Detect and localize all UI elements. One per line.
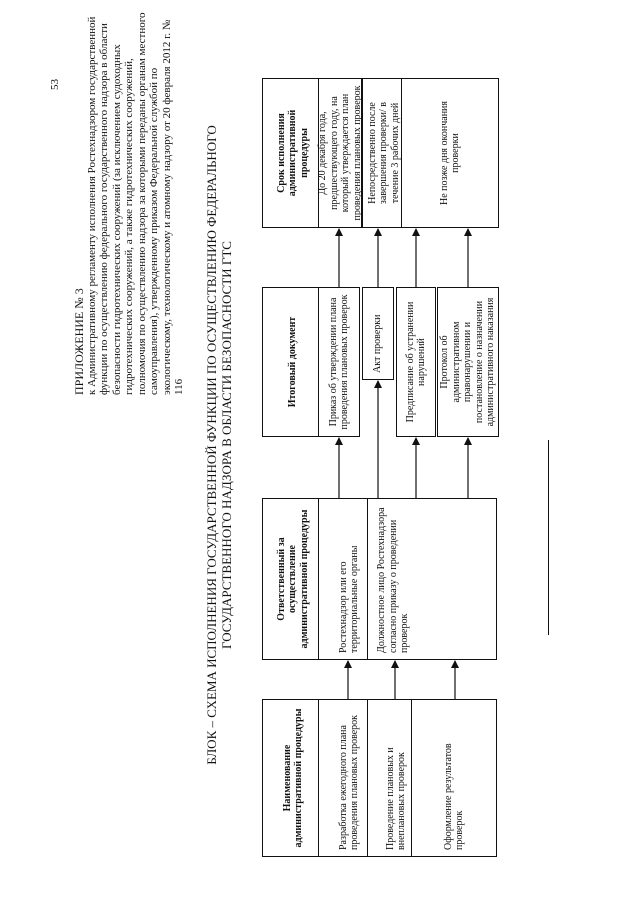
page-number: 53 [49,79,61,90]
deadline-results: Не позже дня окончания проверки [401,78,499,228]
header-responsible: Ответственный за осуществление административной процедуры [262,498,324,660]
responsible-rostekhnadzor: Ростехнадзор или его территориальные органы [318,498,380,660]
header-procedure: Наименование административной процедуры [262,699,324,857]
header-deadline: Срок исполнения административной процедуры [262,78,324,228]
deadline-planning: До 20 декабря года, предшествующего году, на который утверждается план проведения плановых проверок [318,78,362,228]
document-inspection-act: Акт проверки [362,287,394,380]
appendix-text: к Административному регламенту исполнения Ростехнадзором государственной функции по осуществлению федерального государственного надзора в области безопасности гидротехнических сооружений (за исключением судоходных гидротехнических сооружений, а также гидротехнических сооружений, полномочия по осуществлению надзора за которыми переданы органам местного самоуправления), утвержденному приказом Федеральной службой по экологическому, технологическому и атомному надзору от 20 февраля 2012 г. № 116 [85,12,185,395]
document-plan-order: Приказ об утверждении плана проведения плановых проверок [318,287,360,437]
procedure-results: Оформление результатов проверок [411,699,497,857]
procedure-inspections: Проведение плановых и внеплановых проверок [367,699,425,857]
header-document: Итоговый документ [262,287,324,437]
deadline-act: Непосредственно после завершения проверки/ в течение 3 рабочих дней [362,78,406,228]
schema-title: БЛОК – СХЕМА ИСПОЛНЕНИЯ ГОСУДАРСТВЕННОЙ ФУНКЦИИ ПО ОСУЩЕСТВЛЕНИЮ ФЕДЕРАЛЬНОГО ГОСУДАРСТВЕННОГО НАДЗОРА В ОБЛАСТИ БЕЗОПАСНОСТИ ГТС [204,125,234,765]
procedure-planning: Разработка ежегодного плана проведения плановых проверок [318,699,380,857]
footer-rule [548,440,549,635]
document-protocol: Протокол об административном правонарушении и постановление о назначении административного наказания [437,287,499,437]
document-prescription: Предписание об устранении нарушений [396,287,436,437]
appendix-title: ПРИЛОЖЕНИЕ № 3 [72,288,86,395]
responsible-official: Должностное лицо Ростехнадзора согласно приказу о проведении проверок [367,498,497,660]
